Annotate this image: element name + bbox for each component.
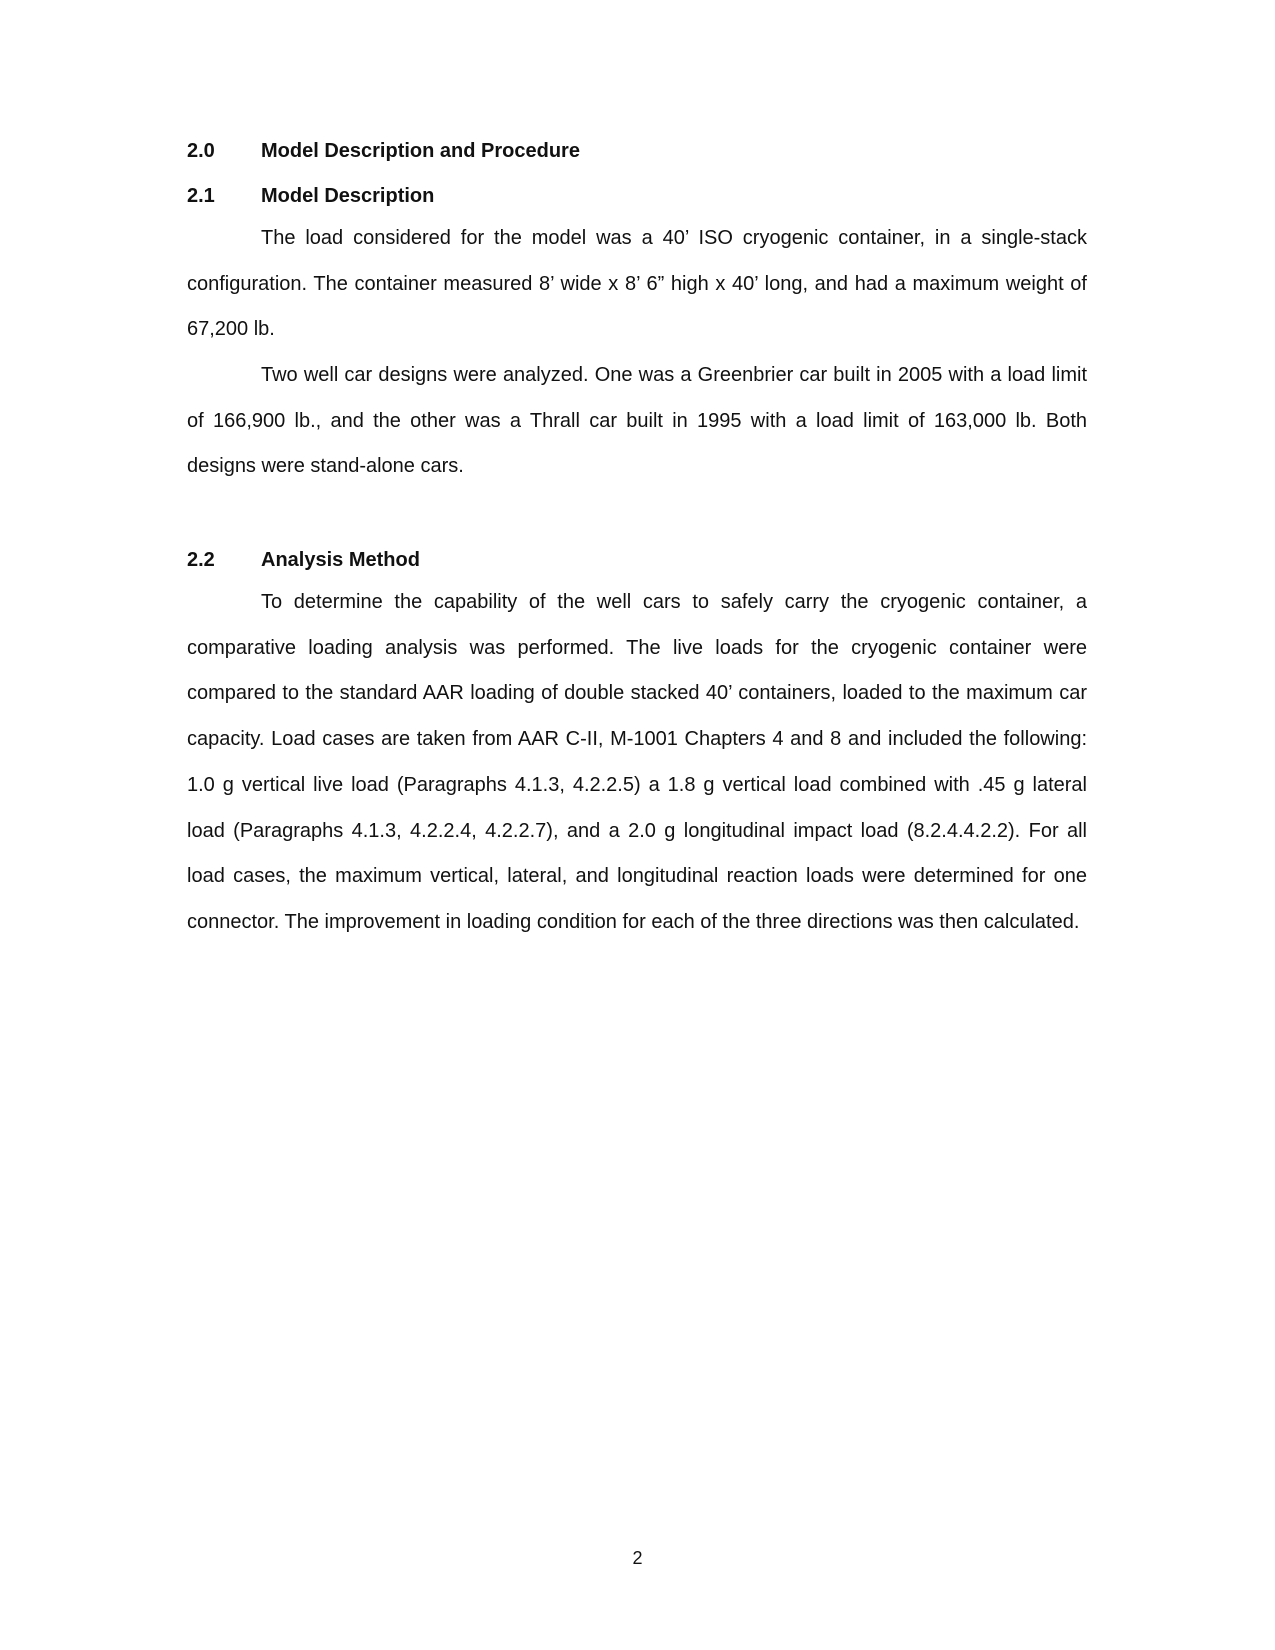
paragraph-analysis-method: To determine the capability of the well cars to safely carry the cryogenic container, a comparative loading analysis was performed. The live loads for the cryogenic container were compared to the standard AAR loading of double stacked 40’ containers, loaded to the maximum car capacity. Load cases are taken from AAR C-II, M-1001 Chapters 4 and 8 and included the following: 1.0 g vertical live load (Paragraphs 4.1.3, 4.2.2.5) a 1.8 g vertical load combined with .45 g lateral load (Paragraphs 4.1.3, 4.2.2.4, 4.2.2.7), and a 2.0 g longitudinal impact load (8.2.4.4.2.2). For all load cases, the maximum vertical, lateral, and longitudinal reaction loads were determined for one connector. The improvement in loading condition for each of the three directions was then calculated. <box>187 591 1087 933</box>
paragraph-model-load: The load considered for the model was a 40’ ISO cryogenic container, in a single-stack configuration. The container measured 8’ wide x 8’ 6” high x 40’ long, and had a maximum weight of 67,200 lb. <box>187 227 1087 341</box>
page-number: 2 <box>632 1548 643 1568</box>
section-heading-2-2 <box>187 548 420 572</box>
section-number: 2.2 <box>187 549 215 571</box>
section-heading-2-1 <box>187 184 434 208</box>
section-title: Model Description <box>261 185 435 207</box>
section-number: 2.1 <box>187 185 215 207</box>
section-title: Analysis Method <box>261 549 420 571</box>
section-heading-2-0 <box>187 139 580 163</box>
paragraph-well-car-designs: Two well car designs were analyzed. One was a Greenbrier car built in 2005 with a load limit of 166,900 lb., and the other was a Thrall car built in 1995 with a load limit of 163,000 lb. Both designs were stand-alone cars. <box>187 364 1087 478</box>
section-number: 2.0 <box>187 140 215 162</box>
section-title: Model Description and Procedure <box>261 140 580 162</box>
